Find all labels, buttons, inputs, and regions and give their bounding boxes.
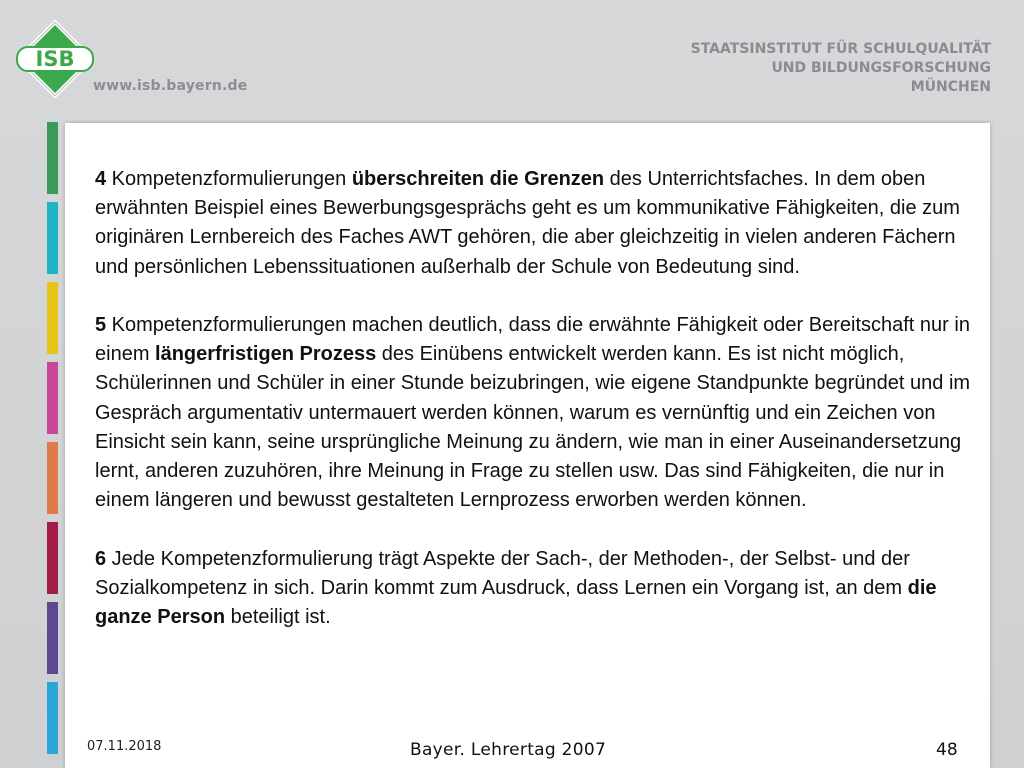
color-bar bbox=[47, 282, 58, 354]
institute-line: STAATSINSTITUT FÜR SCHULQUALITÄT bbox=[690, 41, 991, 57]
page-number: 48 bbox=[936, 740, 958, 760]
paragraph-number: 5 bbox=[95, 314, 107, 336]
paragraph-number: 4 bbox=[95, 168, 107, 190]
paragraph-number: 6 bbox=[95, 547, 107, 570]
paragraph-text: beteiligt ist. bbox=[225, 606, 331, 629]
color-bar bbox=[47, 682, 58, 754]
color-sidebar bbox=[47, 122, 58, 762]
footer-date: 07.11.2018 bbox=[87, 739, 162, 754]
color-bar bbox=[47, 442, 58, 514]
isb-logo bbox=[14, 18, 96, 100]
paragraph-5 bbox=[95, 311, 975, 515]
slide-content bbox=[95, 165, 975, 661]
color-bar bbox=[47, 122, 58, 194]
paragraph-4 bbox=[95, 165, 975, 282]
color-bar bbox=[47, 362, 58, 434]
emphasis-text: die ganze Person bbox=[95, 576, 937, 629]
color-bar bbox=[47, 602, 58, 674]
paragraph-text: Jede Kompetenzformulierung trägt Aspekte der Sach-, der Methoden-, der Selbst- und der Sozialkompetenz in sich. Darin kommt zum Ausdruck, dass Lernen ein Vorgang ist, an dem bbox=[95, 547, 910, 599]
paragraph-text: des Unterrichtsfaches. In dem oben erwähnten Beispiel eines Bewerbungsgesprächs geht es um kommunikative Fähigkeiten, die zum originären Lernbereich des Faches AWT gehören, die aber gleichzeitig in vielen anderen Fächern und persönlichen Lebenssituationen außerhalb der Schule von Bedeutung sind. bbox=[95, 168, 960, 278]
color-bar bbox=[47, 202, 58, 274]
institute-name bbox=[691, 40, 991, 97]
color-bar bbox=[47, 522, 58, 594]
logo-text: ISB bbox=[35, 47, 75, 71]
institute-line: UND BILDUNGSFORSCHUNG bbox=[771, 60, 991, 76]
footer-title: Bayer. Lehrertag 2007 bbox=[410, 740, 607, 760]
paragraph-text: Kompetenzformulierungen machen deutlich, dass die erwähnte Fähigkeit oder Bereitschaft nur in einem bbox=[95, 314, 970, 366]
paragraph-6 bbox=[95, 545, 975, 633]
emphasis-text: überschreiten die Grenzen bbox=[351, 168, 605, 190]
paragraph-text: des Einübens entwickelt werden kann. Es ist nicht möglich, Schülerinnen und Schüler in einer Stunde beizubringen, wie eigene Standpunkte begründet und im Gespräch argumentativ untermauert werden können, warum es vernünftig und ein Zeichen von Einsicht sein kann, seine ursprüngliche Meinung zu ändern, wie man in einer Auseinandersetzung lernt, anderen zuzuhören, ihre Meinung in Frage zu stellen usw. Das sind Fähigkeiten, die nur in einem längeren und bewusst gestalteten Lernprozess erworben werden können. bbox=[95, 343, 971, 512]
paragraph-text: Kompetenzformulierungen bbox=[106, 168, 352, 190]
institute-line: MÜNCHEN bbox=[910, 79, 991, 95]
emphasis-text: längerfristigen Prozess bbox=[155, 343, 377, 366]
website-url: www.isb.bayern.de bbox=[93, 78, 248, 94]
